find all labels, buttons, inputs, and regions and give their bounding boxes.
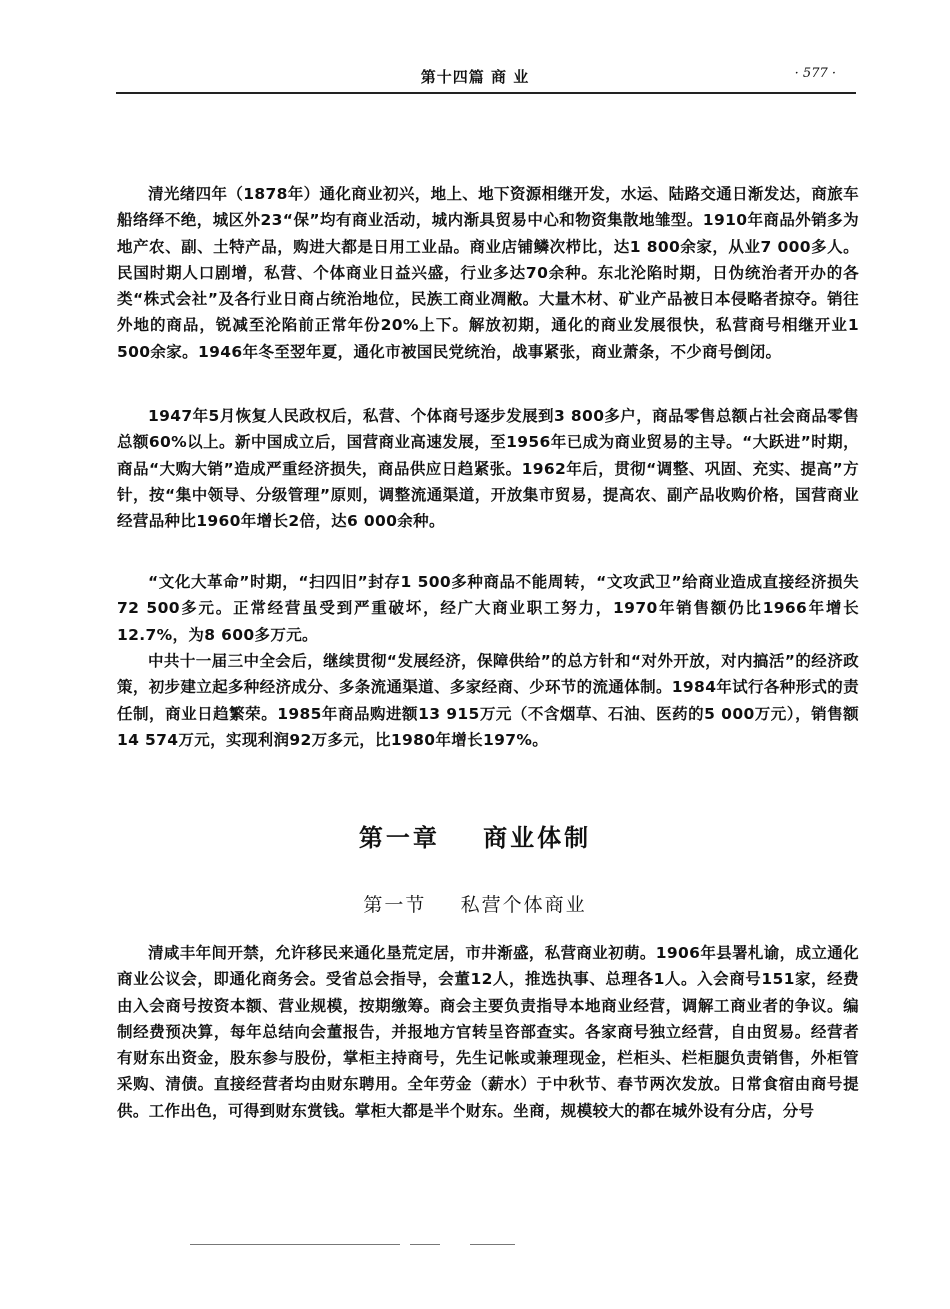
section-title: 私营个体商业 xyxy=(460,894,587,916)
header-divider xyxy=(116,92,856,94)
scan-artifact-line xyxy=(470,1244,515,1245)
paragraph-reform: 中共十一届三中全会后，继续贯彻“发展经济，保障供给”的总方针和“对外开放，对内搞活”的经济政策，初步建立起多种经济成分、多条流通渠道、多家经商、少环节的流通体制。1984年试行各种形式的责任制，商业日趋繁荣。1985年商品购进额13 915万元（不含烟草、石油、医药的5 000万元），销售额14 574万元，实现利润92万多元，比1980年增长197%。 xyxy=(117,652,859,749)
paragraph-1947: 1947年5月恢复人民政权后，私营、个体商号逐步发展到3 800多户，商品零售总额占社会商品零售总额60%以上。新中国成立后，国营商业高速发展，至1956年已成为商业贸易的主导。“大跃进”时期，商品“大购大销”造成严重经济损失，商品供应日趋紧张。1962年后，贯彻“调整、巩固、充实、提高”方针，按“集中领导、分级管理”原则，调整流通渠道，开放集市贸易，提高农、副产品收购价格，国营商业经营品种比1960年增长2倍，达6 000余种。 xyxy=(117,407,859,531)
paragraph-private-commerce: 清咸丰年间开禁，允许移民来通化垦荒定居，市井渐盛，私营商业初萌。1906年县署札谕，成立通化商业公议会，即通化商务会。受省总会指导，会董12人，推选执事、总理各1人。入会商号151家，经费由入会商号按资本额、营业规模，按期缴筹。商会主要负责指导本地商业经营，调解工商业者的争议。编制经费预决算，每年总结向会董报告，并报地方官转呈咨部查实。各家商号独立经营，自由贸易。经营者有财东出资金，股东参与股份，掌柜主持商号，先生记帐或兼理现金，栏柜头、栏柜腿负责销售，外柜管采购、清债。直接经营者均由财东聘用。全年劳金（薪水）于中秋节、春节两次发放。日常食宿由商号提供。工作出色，可得到财东赏钱。掌柜大都是半个财东。坐商，规模较大的都在城外设有分店，分号 xyxy=(117,944,859,1120)
running-header-title: 第十四篇 商 业 xyxy=(420,68,530,86)
paragraph-cultural-revolution: “文化大革命”时期，“扫四旧”封存1 500多种商品不能周转，“文攻武卫”给商业造成直接经济损失72 500多元。正常经营虽受到严重破坏，经广大商业职工努力，1970年销售额仍比1966年增长12.7%，为8 600多万元。 xyxy=(117,573,859,644)
chapter-number: 第一章 xyxy=(358,824,440,852)
section-number: 第一节 xyxy=(363,894,427,916)
chapter-heading xyxy=(0,818,950,853)
chapter-title: 商业体制 xyxy=(483,824,592,852)
scan-artifact-line xyxy=(190,1244,400,1245)
page-number: · 577 · xyxy=(794,66,836,81)
section-heading xyxy=(0,890,950,917)
paragraph-intro: 清光绪四年（1878年）通化商业初兴，地上、地下资源相继开发，水运、陆路交通日渐发达，商旅车船络绎不绝，城区外23“保”均有商业活动，城内渐具贸易中心和物资集散地雏型。1910年商品外销多为地产农、副、土特产品，购进大都是日用工业品。商业店铺鳞次栉比，达1 800余家，从业7 000多人。民国时期人口剧增，私营、个体商业日益兴盛，行业多达70余种。东北沦陷时期，日伪统治者开办的各类“株式会社”及各行业日商占统治地位，民族工商业凋敝。大量木材、矿业产品被日本侵略者掠夺。销往外地的商品，锐减至沦陷前正常年份20%上下。解放初期，通化的商业发展很快，私营商号相继开业1 500余家。1946年冬至翌年夏，通化市被国民党统治，战事紧张，商业萧条，不少商号倒闭。 xyxy=(117,185,859,361)
scan-artifact-line xyxy=(410,1244,440,1245)
